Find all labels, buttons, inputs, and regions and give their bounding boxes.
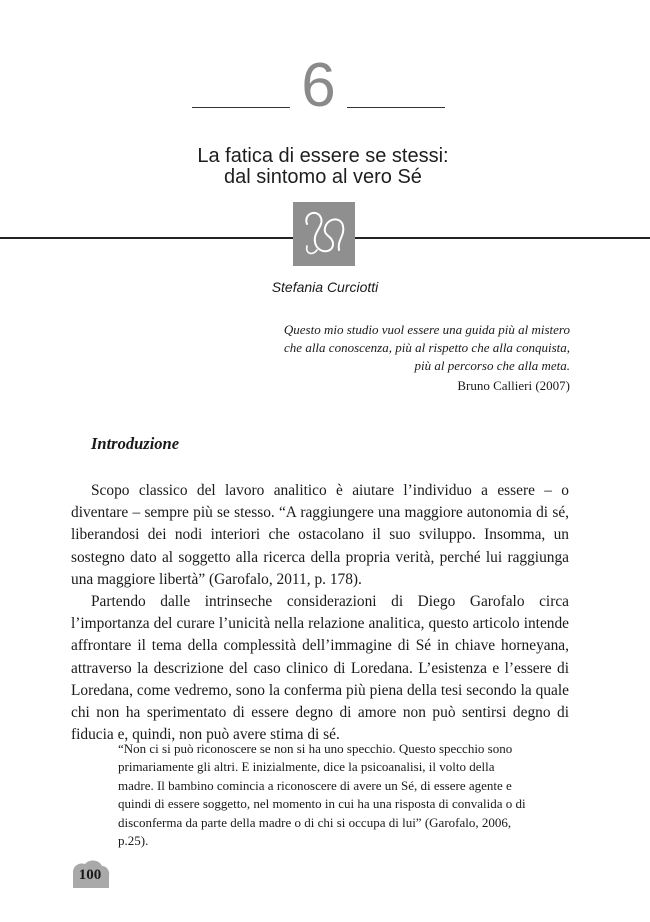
- paragraph-2: Partendo dalle intrinseche considerazioni di Diego Garofalo circa l’importanza del curare l’unicità nella relazione analitica, questo articolo intende affrontare il tema della complessità dell’immagine di Sé in chiave horneyana, attraverso la descrizione del caso clinico di Loredana. L’esistenza e l’essere di Loredana, come vedremo, sono la conferma più piena della tesi secondo la quale chi non ha sperimentato di essere degno di amore non può sentirsi degno di fiducia e, quindi, non può avere stima di sé.: [71, 593, 569, 744]
- epigraph-line-3: più al percorso che alla meta.: [414, 358, 570, 373]
- section-heading: Introduzione: [91, 434, 180, 453]
- page-number: 100: [78, 867, 102, 883]
- block-quote: “Non ci si può riconoscere se non si ha uno specchio. Questo specchio sono primariamente gli altri. E inizialmente, dice la psicoanalisi, il volto della madre. Il bambino comincia a riconoscere di avere un Sé, di essere agente e quindi di essere soggetto, nel momento in cui ha una risposta di convalida o di disconferma da parte della madre o di chi si occupa di lui” (Garofalo, 2006, p.25).: [118, 741, 526, 849]
- chapter-title-line-2: dal sintomo al vero Sé: [224, 166, 422, 188]
- swirl-ornament-icon: [293, 202, 355, 266]
- epigraph-line-1: Questo mio studio vuol essere una guida più al mistero: [283, 322, 570, 337]
- chapter-title: [100, 146, 546, 188]
- author-name: Stefania Curciotti: [271, 279, 379, 295]
- chapter-emblem: [293, 202, 355, 266]
- chapter-rule-right: [347, 107, 445, 108]
- chapter-rule-left: [192, 107, 290, 108]
- epigraph: [210, 321, 570, 395]
- paragraph-1: Scopo classico del lavoro analitico è aiutare l’individuo a essere – o diventare – sempre più se stesso. “A raggiungere una maggiore autonomia di sé, liberandosi dei nodi interiori che ostacolano il suo sviluppo. Insomma, un sostegno dato al soggetto alla ricerca della propria verità, perché lui raggiunga una maggiore libertà” (Garofalo, 2011, p. 178).: [71, 482, 569, 588]
- epigraph-source: Bruno Callieri (2007): [457, 378, 570, 393]
- chapter-title-line-1: La fatica di essere se stessi:: [197, 145, 449, 167]
- chapter-number: 6: [301, 51, 336, 120]
- body-text: [71, 480, 569, 746]
- epigraph-line-2: che alla conoscenza, più al rispetto che alla conquista,: [284, 340, 570, 355]
